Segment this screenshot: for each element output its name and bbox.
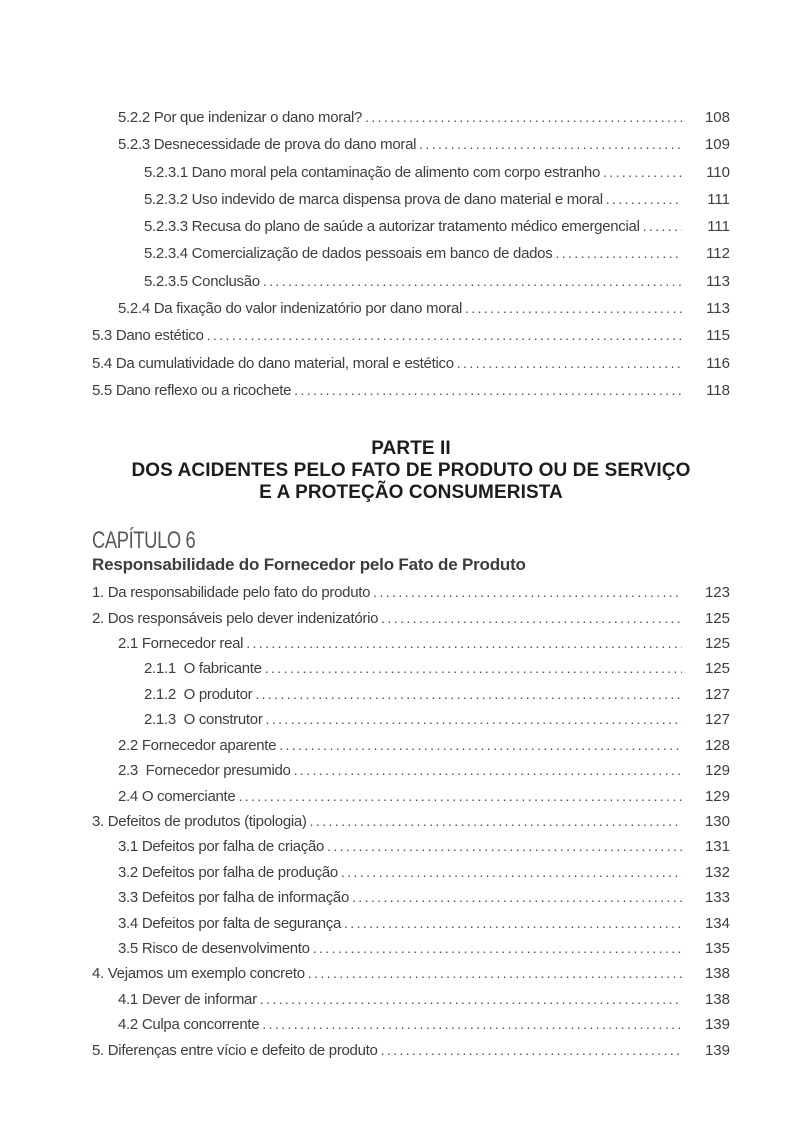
toc-entry-label: 5.2.2 Por que indenizar o dano moral? [118,109,363,126]
dot-leader [294,377,682,404]
toc-entry [92,758,730,783]
dot-leader [313,936,682,961]
toc-entry [92,606,730,631]
chapter-number: CAPÍTULO 6 [92,526,196,554]
toc-entry-label: 3.4 Defeitos por falta de segurança [118,914,341,932]
toc-entry-page-number: 131 [704,838,730,856]
toc-entry [92,159,730,186]
toc-entry [92,104,730,131]
toc-entry-page-number: 108 [704,109,730,126]
toc-entry-label: 3.1 Defeitos por falha de criação [118,838,325,856]
toc-entry [92,656,730,681]
toc-entry [92,322,730,349]
toc-entry [92,1012,730,1037]
toc-entry-label: 3.3 Defeitos por falha de informação [118,889,350,907]
toc-entry-page-number: 113 [706,300,730,318]
part-number: PARTE II [371,438,451,460]
toc-block-chapter5 [92,104,730,404]
toc-entry-page-number: 111 [707,218,730,236]
toc-entry-label: 3.2 Defeitos por falha de produção [118,863,338,881]
toc-entry [92,733,730,758]
dot-leader [419,131,682,158]
dot-leader [265,656,682,681]
toc-entry-label: 5. Diferenças entre vício e defeito de produto [92,1041,378,1059]
dot-leader [344,911,682,936]
toc-entry [92,682,730,707]
toc-entry-page-number: 110 [706,163,730,181]
dot-leader [643,213,682,240]
dot-leader [262,1012,682,1037]
dot-leader [365,104,682,131]
dot-leader [294,758,682,783]
toc-entry-label: 2.3 Fornecedor presumido [118,762,291,780]
toc-entry [92,1038,730,1063]
toc-entry-label: 5.2.4 Da fixação do valor indenizatório por dano moral [118,300,463,318]
toc-entry [92,186,730,213]
toc-entry-page-number: 115 [706,327,730,345]
toc-entry-page-number: 125 [704,660,730,678]
toc-entry [92,350,730,377]
toc-entry [92,580,730,605]
dot-leader [381,606,682,631]
toc-entry [92,809,730,834]
dot-leader [373,580,682,605]
toc-entry-label: 2.1 Fornecedor real [118,635,244,653]
toc-entry-label: 4. Vejamos um exemplo concreto [92,965,305,983]
toc-entry [92,240,730,267]
dot-leader [263,268,682,295]
toc-entry-label: 5.2.3 Desnecessidade de prova do dano moral [118,136,417,154]
toc-entry-label: 2.2 Fornecedor aparente [118,736,277,754]
toc-entry [92,834,730,859]
toc-entry-label: 5.4 Da cumulatividade do dano material, moral e estético [92,354,454,372]
toc-entry [92,784,730,809]
toc-entry-page-number: 127 [704,711,730,729]
toc-entry-page-number: 118 [706,381,730,399]
dot-leader [308,961,682,986]
toc-entry-page-number: 138 [704,990,730,1008]
toc-entry [92,987,730,1012]
dot-leader [310,809,682,834]
toc-entry [92,961,730,986]
toc-entry-page-number: 125 [704,635,730,653]
toc-entry-page-number: 135 [704,939,730,957]
dot-leader [279,733,682,758]
toc-entry-label: 5.3 Dano estético [92,327,204,345]
toc-entry [92,885,730,910]
toc-entry [92,860,730,885]
toc-entry-label: 4.1 Dever de informar [118,990,257,1008]
toc-block-chapter6 [92,580,730,1063]
toc-entry [92,911,730,936]
toc-entry-label: 2.1.3 O construtor [144,711,263,729]
toc-entry-label: 5.2.3.3 Recusa do plano de saúde a autorizar tratamento médico emergencial [144,218,640,236]
page-content [92,0,730,1063]
toc-entry-label: 5.2.3.4 Comercialização de dados pessoais em banco de dados [144,245,553,263]
toc-entry-page-number: 113 [706,272,730,290]
toc-entry [92,131,730,158]
toc-entry [92,707,730,732]
toc-entry-page-number: 129 [704,762,730,780]
dot-leader [352,885,682,910]
toc-entry [92,377,730,404]
toc-entry [92,295,730,322]
dot-leader [606,186,682,213]
dot-leader [341,860,682,885]
dot-leader [260,987,682,1012]
toc-entry [92,631,730,656]
toc-entry-page-number: 132 [704,863,730,881]
dot-leader [603,159,682,186]
dot-leader [465,295,682,322]
chapter-title: Responsabilidade do Fornecedor pelo Fato de Produto [92,555,526,575]
toc-entry-page-number: 125 [704,609,730,627]
toc-entry-label: 5.2.3.5 Conclusão [144,272,260,290]
toc-entry-label: 1. Da responsabilidade pelo fato do produto [92,584,371,602]
toc-entry [92,268,730,295]
toc-entry-page-number: 134 [704,914,730,932]
toc-entry-page-number: 138 [704,965,730,983]
toc-entry-page-number: 116 [706,354,730,372]
toc-entry-page-number: 127 [704,685,730,703]
toc-entry-page-number: 129 [704,787,730,805]
dot-leader [457,350,682,377]
toc-entry-label: 5.5 Dano reflexo ou a ricochete [92,381,292,399]
dot-leader [238,784,682,809]
toc-entry-page-number: 109 [704,136,730,154]
toc-entry-label: 2.1.2 O produtor [144,685,253,703]
toc-entry-label: 5.2.3.2 Uso indevido de marca dispensa prova de dano material e moral [144,190,603,208]
toc-entry-label: 2.1.1 O fabricante [144,660,262,678]
toc-entry-label: 2.4 O comerciante [118,787,236,805]
dot-leader [555,240,682,267]
toc-entry-page-number: 139 [704,1016,730,1034]
toc-entry-label: 2. Dos responsáveis pelo dever indenizatório [92,609,379,627]
toc-entry-label: 3. Defeitos de produtos (tipologia) [92,812,307,830]
toc-entry-label: 5.2.3.1 Dano moral pela contaminação de alimento com corpo estranho [144,163,601,181]
dot-leader [381,1038,682,1063]
toc-entry-page-number: 112 [706,245,730,263]
chapter-heading [92,528,730,575]
dot-leader [266,707,682,732]
toc-entry-label: 3.5 Risco de desenvolvimento [118,939,310,957]
toc-entry [92,936,730,961]
dot-leader [207,322,682,349]
toc-entry-label: 4.2 Culpa concorrente [118,1016,260,1034]
toc-entry-page-number: 139 [704,1041,730,1059]
toc-entry-page-number: 128 [704,736,730,754]
toc-entry [92,213,730,240]
dot-leader [246,631,682,656]
toc-entry-page-number: 123 [704,584,730,602]
dot-leader [327,834,682,859]
part-header [92,438,730,504]
toc-entry-page-number: 133 [704,889,730,907]
part-title-line1: DOS ACIDENTES PELO FATO DE PRODUTO OU DE SERVIÇO [131,460,691,482]
part-title-line2: E A PROTEÇÃO CONSUMERISTA [259,482,563,504]
toc-entry-page-number: 130 [704,812,730,830]
toc-entry-page-number: 111 [707,190,730,208]
dot-leader [255,682,682,707]
